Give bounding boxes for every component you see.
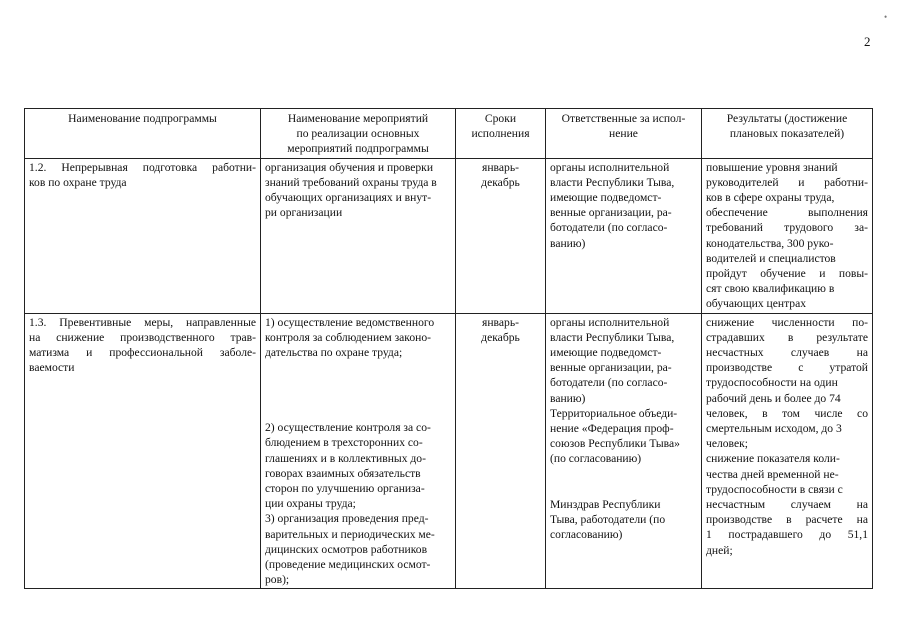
text-line: водителей и специалистов	[706, 251, 836, 265]
text-line: блюдением в трехсторонних со-	[265, 436, 423, 450]
text-line: ваемости	[29, 361, 75, 375]
subprogram-table	[24, 108, 873, 589]
header-text: нение	[609, 127, 638, 141]
text-line: Тыва, работодатели (по	[550, 512, 666, 526]
text-line: снижение численности по-	[706, 315, 868, 329]
text-line: чества дней временной не-	[706, 467, 839, 481]
text-line: знаний требований охраны труда в	[265, 175, 437, 189]
text-line: (по согласованию)	[550, 452, 642, 466]
text-line: ботодатели (по согласо-	[550, 221, 668, 235]
text-line: сят свою квалификацию в	[706, 282, 835, 296]
text-line: на снижение производственного трав-	[29, 330, 256, 344]
header-text: плановых показателей)	[729, 127, 845, 141]
text-line: ров);	[265, 573, 290, 587]
text-line: ри организации	[265, 206, 343, 220]
header-subprogram-name	[25, 109, 261, 159]
header-text: Результаты (достижение	[726, 112, 848, 125]
header-period	[456, 109, 546, 159]
text-line: 2) осуществление контроля за со-	[265, 421, 431, 435]
text-line: контроля за соблюдением законо-	[265, 330, 432, 344]
text-line: имеющие подведомст-	[550, 191, 662, 205]
text-line: смертельным исходом, до 3	[706, 422, 842, 436]
text-line: власти Республики Тыва,	[550, 330, 675, 344]
text-line: варительных и периодических ме-	[265, 527, 435, 541]
corner-mark: •	[884, 12, 888, 22]
row-1-2-responsible	[546, 158, 702, 313]
text-line: ков в сфере охраны труда,	[706, 191, 835, 205]
text-line: повышение уровня знаний	[706, 160, 838, 174]
row-1-3-period	[456, 313, 546, 589]
table-row	[25, 313, 873, 589]
text-line: нение «Федерация проф-	[550, 422, 674, 436]
text-line: Минздрав Республики	[550, 497, 661, 511]
text-line: 1.2. Непрерывная подготовка работни-	[29, 160, 256, 174]
text-line: человек, в том числе со	[706, 406, 868, 420]
row-1-2-period	[456, 158, 546, 313]
text-line: дней;	[706, 543, 733, 557]
text-line: январь-	[482, 160, 519, 174]
text-line: власти Республики Тыва,	[550, 175, 675, 189]
text-line: организация обучения и проверки	[265, 160, 434, 174]
text-line: дательства по охране труда;	[265, 346, 403, 360]
text-line: декабрь	[481, 175, 520, 189]
text-line: снижение показателя коли-	[706, 452, 840, 466]
text-line: 1 пострадавшего до 51,1	[706, 528, 868, 542]
text-line: имеющие подведомст-	[550, 346, 662, 360]
text-line: ванию)	[550, 391, 586, 405]
text-line: пройдут обучение и повы-	[706, 267, 868, 281]
text-line: говорах взаимных обязательств	[265, 466, 421, 480]
text-line: трудоспособности в связи с	[706, 482, 843, 496]
text-line: глашениях и в коллективных до-	[265, 451, 426, 465]
text-line: ков по охране труда	[29, 175, 127, 189]
text-line: производстве с утратой	[706, 361, 868, 375]
text-line: производстве в расчете на	[706, 513, 868, 527]
row-1-3-measures	[261, 313, 456, 589]
text-line: дицинских осмотров работников	[265, 542, 428, 556]
text-line: ванию)	[550, 236, 586, 250]
header-text: исполнения	[471, 127, 530, 141]
header-text: Сроки	[484, 112, 517, 125]
text-line: декабрь	[481, 330, 520, 344]
table-row	[25, 158, 873, 313]
row-1-2-results	[702, 158, 873, 313]
header-responsible	[546, 109, 702, 159]
text-line: январь-	[482, 315, 519, 329]
text-line: человек;	[706, 437, 748, 451]
page-number: 2	[864, 34, 871, 49]
row-1-2-measures	[261, 158, 456, 313]
text-line: 1.3. Превентивные меры, направленные	[29, 315, 256, 329]
table-header-row	[25, 109, 873, 159]
row-1-3-responsible	[546, 313, 702, 589]
header-results	[702, 109, 873, 159]
text-line: обучающих центрах	[706, 297, 807, 311]
header-text: Ответственные за испол-	[561, 112, 686, 125]
text-line: конодательства, 300 руко-	[706, 236, 834, 250]
text-line: 1) осуществление ведомственного	[265, 315, 435, 329]
text-line: согласованию)	[550, 528, 623, 542]
text-line: (проведение медицинских осмот-	[265, 558, 431, 572]
text-line: рабочий день и более до 74	[706, 391, 841, 405]
text-line: органы исполнительной	[550, 315, 670, 329]
header-text: Наименование подпрограммы	[68, 112, 217, 125]
text-line: ботодатели (по согласо-	[550, 376, 668, 390]
row-1-3-name	[25, 313, 261, 589]
text-line: обучающих организациях и внут-	[265, 191, 432, 205]
text-line: союзов Республики Тыва»	[550, 437, 680, 451]
header-text: мероприятий подпрограммы	[287, 142, 429, 156]
text-line: несчастным случаем на	[706, 498, 868, 512]
text-line: несчастных случаев на	[706, 346, 868, 360]
text-line: обеспечение выполнения	[706, 206, 868, 220]
text-line: Территориальное объеди-	[550, 406, 678, 420]
text-line: сторон по улучшению организа-	[265, 482, 425, 496]
header-text: по реализации основных	[296, 127, 420, 141]
text-line: требований трудового за-	[706, 221, 868, 235]
text-line: страдавших в результате	[706, 330, 868, 344]
text-line: трудоспособности на один	[706, 376, 838, 390]
text-line: 3) организация проведения пред-	[265, 512, 429, 526]
row-1-2-name	[25, 158, 261, 313]
text-line: ции охраны труда;	[265, 497, 356, 511]
header-measures	[261, 109, 456, 159]
text-line: руководителей и работни-	[706, 175, 868, 189]
text-line: матизма и профессиональной заболе-	[29, 346, 256, 360]
text-line: венные организации, ра-	[550, 361, 672, 375]
text-line: венные организации, ра-	[550, 206, 672, 220]
row-1-3-results	[702, 313, 873, 589]
header-text: Наименование мероприятий	[287, 112, 429, 125]
text-line: органы исполнительной	[550, 160, 670, 174]
